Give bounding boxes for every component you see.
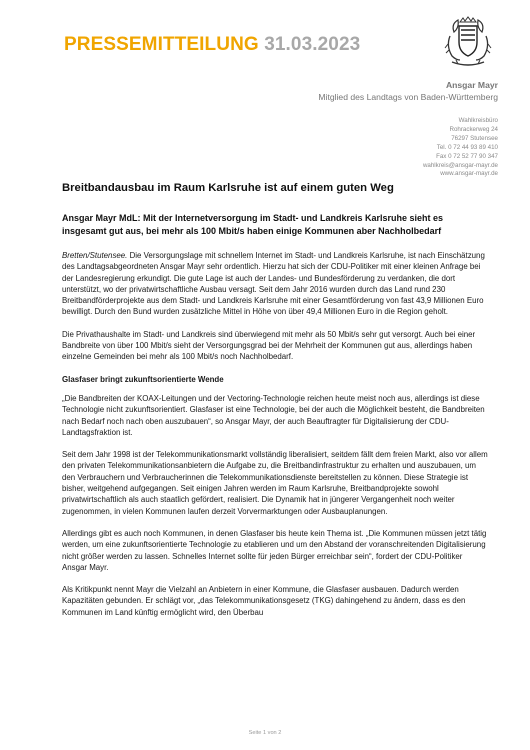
state-coat-of-arms-icon bbox=[440, 14, 496, 70]
press-release-title bbox=[64, 34, 360, 56]
paragraph-criticism: Als Kritikpunkt nennt Mayr die Vielzahl an Anbietern in einer Kommune, die Glasfaser ausbauen. Dadurch werden Kapazitäten gebunden. Er schlägt vor, „das Telekommunikationsgesetz (TKG) dahingehend zu ändern, dass es den Kommunen im Land künftig ermöglicht wird, den Überbau bbox=[62, 585, 466, 617]
office-email: wahlkreis@ansgar-mayr.de bbox=[422, 161, 498, 169]
title-date: 31.03.2023 bbox=[264, 34, 361, 55]
paragraph-intro bbox=[62, 250, 488, 318]
section-heading: Glasfaser bringt zukunftsorientierte Wende bbox=[62, 374, 224, 384]
author-role: Mitglied des Landtags von Baden-Württemberg bbox=[318, 92, 498, 102]
article-headline: Breitbandausbau im Raum Karlsruhe ist auf einem guten Weg bbox=[62, 182, 394, 194]
contact-block bbox=[423, 117, 498, 179]
article-subheadline: Ansgar Mayr MdL: Mit der Internetversorgung im Stadt- und Landkreis Karlsruhe sieht es insgesamt gut aus, bei mehr als 100 Mbit/s haben einige Kommunen aber Nachholbedarf bbox=[62, 213, 444, 236]
intro-text: Die Versorgungslage mit schnellem Internet im Stadt- und Landkreis Karlsruhe, ist nach Einschätzung des Landtagsabgeordneten Ansgar Mayr sehr ordentlich. Hierzu hat sich der CDU-Politiker mit einer kleinen Anfrage bei der Landesregierung erkundigt. Die gute Lage ist auch der Landes- und Bundesförderung zu verdanken, die dort unterstützt, wo der privatwirtschaftliche Ausbau versagt. Seit dem Jahr 2016 wurden durch das Land rund 230 Breitbandförderprojekte aus dem Stadt- und Landkreis Karlsruhe mit einer Gesamtförderung von fast 43,9 Millionen Euro bewilligt. Durch den Bund wurden zusätzliche Mittel in Höhe von über 49,4 Millionen Euro in die Region geholt. bbox=[62, 251, 485, 317]
author-block bbox=[318, 80, 498, 102]
dateline-location: Bretten/Stutensee. bbox=[62, 251, 128, 260]
title-label: PRESSEMITTEILUNG bbox=[64, 34, 259, 55]
paragraph-market-history: Seit dem Jahr 1998 ist der Telekommunikationsmarkt vollständig liberalisiert, seitdem fällt dem freien Markt, also vor allem den privaten Telekommunikationsanbietern die Aufgabe zu, die Breitbandinfrastruktur zu erhalten und auszubauen, um den Verbrauchern und Verbraucherinnen die Telekommunikationsdienste bereitstellen zu können. Diese Strategie ist bisher, weitgehend aufgegangen. Seit einigen Jahren werden im Raum Karlsruhe, Breitbandprojekte sowohl privatwirtschaftlich als auch staatlich gefördert, realisiert. Die Dynamik hat in jüngerer Vergangenheit noch weiter zugenommen, in vielen Kommunen laufen derzeit Vorvermarktungen oder Ausbauplanungen. bbox=[62, 450, 488, 516]
office-website: www.ansgar-mayr.de bbox=[440, 170, 498, 178]
office-city: 76297 Stutensee bbox=[451, 134, 498, 142]
article-body bbox=[62, 250, 488, 629]
office-phone: Tel. 0 72 44 93 89 410 bbox=[436, 143, 498, 151]
office-fax: Fax 0 72 52 77 90 347 bbox=[436, 152, 498, 160]
paragraph-households: Die Privathaushalte im Stadt- und Landkreis sind überwiegend mit mehr als 50 Mbit/s sehr gut versorgt. Auch bei einer Bandbreite von über 100 Mbit/s sieht der Versorgungsgrad bei der Mehrheit der Kommunen gut aus, allerdings haben einzelne Gemeinden bei mehr als 100 Mbit/s noch Nachholbedarf. bbox=[62, 329, 476, 362]
author-name: Ansgar Mayr bbox=[445, 80, 498, 90]
office-street: Rohrackerweg 24 bbox=[449, 125, 498, 133]
paragraph-quote-technology: „Die Bandbreiten der KOAX-Leitungen und der Vectoring-Technologie reichen heute meist noch aus, allerdings ist diese Technologie nicht zukunftsorientiert. Glasfaser ist eine Technologie, bei der auch die Möglichkeit besteht, die Bandbreiten nach Bedarf noch nach oben auszubauen“, so Ansgar Mayr, der auch Beauftragter für Digitalisierung der CDU-Landtagsfraktion ist. bbox=[62, 393, 485, 437]
page-number: Seite 1 von 2 bbox=[248, 730, 282, 736]
office-label: Wahlkreisbüro bbox=[458, 117, 498, 124]
paragraph-municipalities: Allerdings gibt es auch noch Kommunen, in denen Glasfaser bis heute kein Thema ist. „Die Kommunen müssen jetzt tätig werden, um eine zukunftsorientierte Technologie zu etablieren und um den Abstand der voranschreitenden Digitalisierung nicht größer werden zu lassen. Schnelles Internet sollte für jeden Bürger erreichbar sein“, fordert der CDU-Politiker Ansgar Mayr. bbox=[62, 528, 487, 572]
